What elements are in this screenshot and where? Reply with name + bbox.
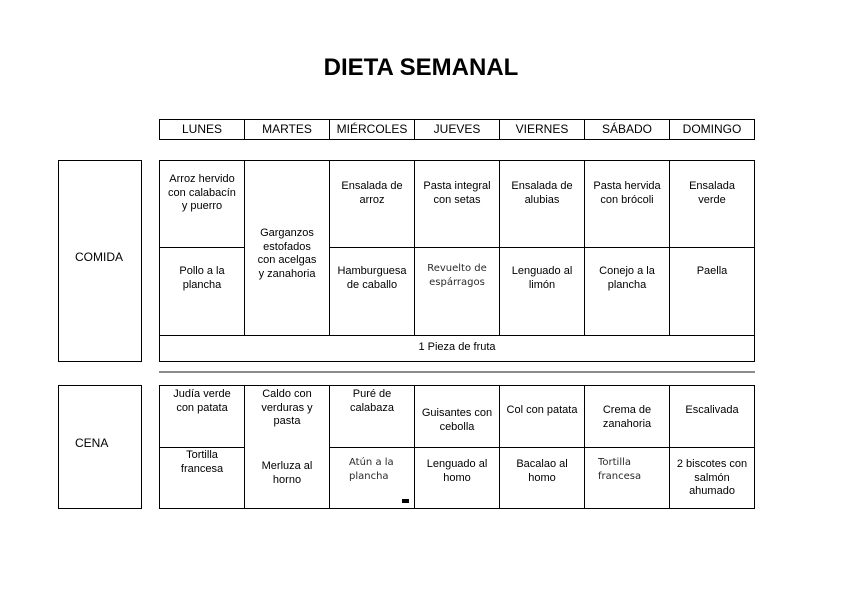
black-mark	[402, 499, 409, 503]
dish: Atún a la plancha	[349, 457, 394, 482]
section-divider	[159, 371, 755, 373]
cena-lunes-first	[159, 385, 245, 448]
day-header-viernes: VIERNES	[499, 119, 585, 140]
cena-domingo-first	[669, 385, 755, 448]
comida-viernes-first	[499, 160, 585, 248]
cena-sabado-first	[584, 385, 670, 448]
dish: Lenguado al limón	[511, 265, 573, 291]
cena-martes	[244, 385, 330, 509]
comida-viernes-second	[499, 247, 585, 336]
cena-jueves-first	[414, 385, 500, 448]
cena-viernes-first	[499, 385, 585, 448]
dish: Judía verde con patata	[173, 388, 231, 414]
dish: Ensalada verde	[689, 180, 735, 206]
dish: Pasta hervida con brócoli	[593, 180, 661, 206]
dish: Guisantes con cebolla	[421, 407, 493, 433]
comida-martes	[244, 160, 330, 336]
dish: Bacalao al homo	[516, 458, 568, 484]
dish: Conejo a la plancha	[599, 265, 655, 291]
meal-label-text: COMIDA	[75, 249, 123, 264]
comida-miercoles-first	[329, 160, 415, 248]
dish: Ensalada de alubias	[511, 180, 573, 206]
page-title: DIETA SEMANAL	[323, 54, 519, 81]
day-header-martes: MARTES	[244, 119, 330, 140]
dish: Col con patata	[506, 404, 578, 416]
dish: Ensalada de arroz	[341, 180, 403, 206]
comida-sabado-first	[584, 160, 670, 248]
cena-viernes-second	[499, 447, 585, 509]
cena-miercoles-first	[329, 385, 415, 448]
cena-lunes-second	[159, 447, 245, 509]
meal-label-text: CENA	[75, 435, 109, 450]
comida-miercoles-second	[329, 247, 415, 336]
meal-label-comida	[58, 160, 142, 362]
comida-lunes-second	[159, 247, 245, 336]
dish: Paella	[696, 265, 728, 277]
dish: Escalivada	[685, 404, 739, 416]
dish: Pasta integral con setas	[423, 180, 491, 206]
dish: Tortilla francesa	[598, 457, 642, 482]
dish: Pollo a la plancha	[179, 265, 225, 291]
comida-dessert-row	[159, 335, 755, 362]
day-header-miercoles: MIÉRCOLES	[329, 119, 415, 140]
day-header-domingo: DOMINGO	[669, 119, 755, 140]
dish: Lenguado al homo	[426, 458, 488, 484]
dish: Merluza al horno	[261, 460, 313, 486]
dish: Caldo con verduras y pasta	[261, 388, 313, 427]
dish: Arroz hervido con calabacín y puerro	[168, 173, 236, 212]
comida-jueves-second	[414, 247, 500, 336]
cena-domingo-second	[669, 447, 755, 509]
comida-jueves-first	[414, 160, 500, 248]
meal-label-cena	[58, 385, 142, 509]
day-header-jueves: JUEVES	[414, 119, 500, 140]
cena-sabado-second	[584, 447, 670, 509]
dish: Crema de zanahoria	[602, 404, 652, 430]
dish: 2 biscotes con salmón ahumado	[676, 458, 748, 497]
comida-domingo-second	[669, 247, 755, 336]
comida-domingo-first	[669, 160, 755, 248]
dish: Garganzos estofados con acelgas y zanahoria	[257, 227, 317, 280]
dessert: 1 Pieza de fruta	[418, 341, 496, 353]
comida-sabado-second	[584, 247, 670, 336]
day-header-sabado: SÁBADO	[584, 119, 670, 140]
dish: Puré de calabaza	[349, 388, 395, 414]
day-header-lunes: LUNES	[159, 119, 245, 140]
dish: Tortilla francesa	[180, 449, 224, 475]
comida-lunes-first	[159, 160, 245, 248]
dish: Hamburguesa de caballo	[337, 265, 407, 291]
cena-jueves-second	[414, 447, 500, 509]
dish: Revuelto de espárragos	[427, 263, 487, 288]
